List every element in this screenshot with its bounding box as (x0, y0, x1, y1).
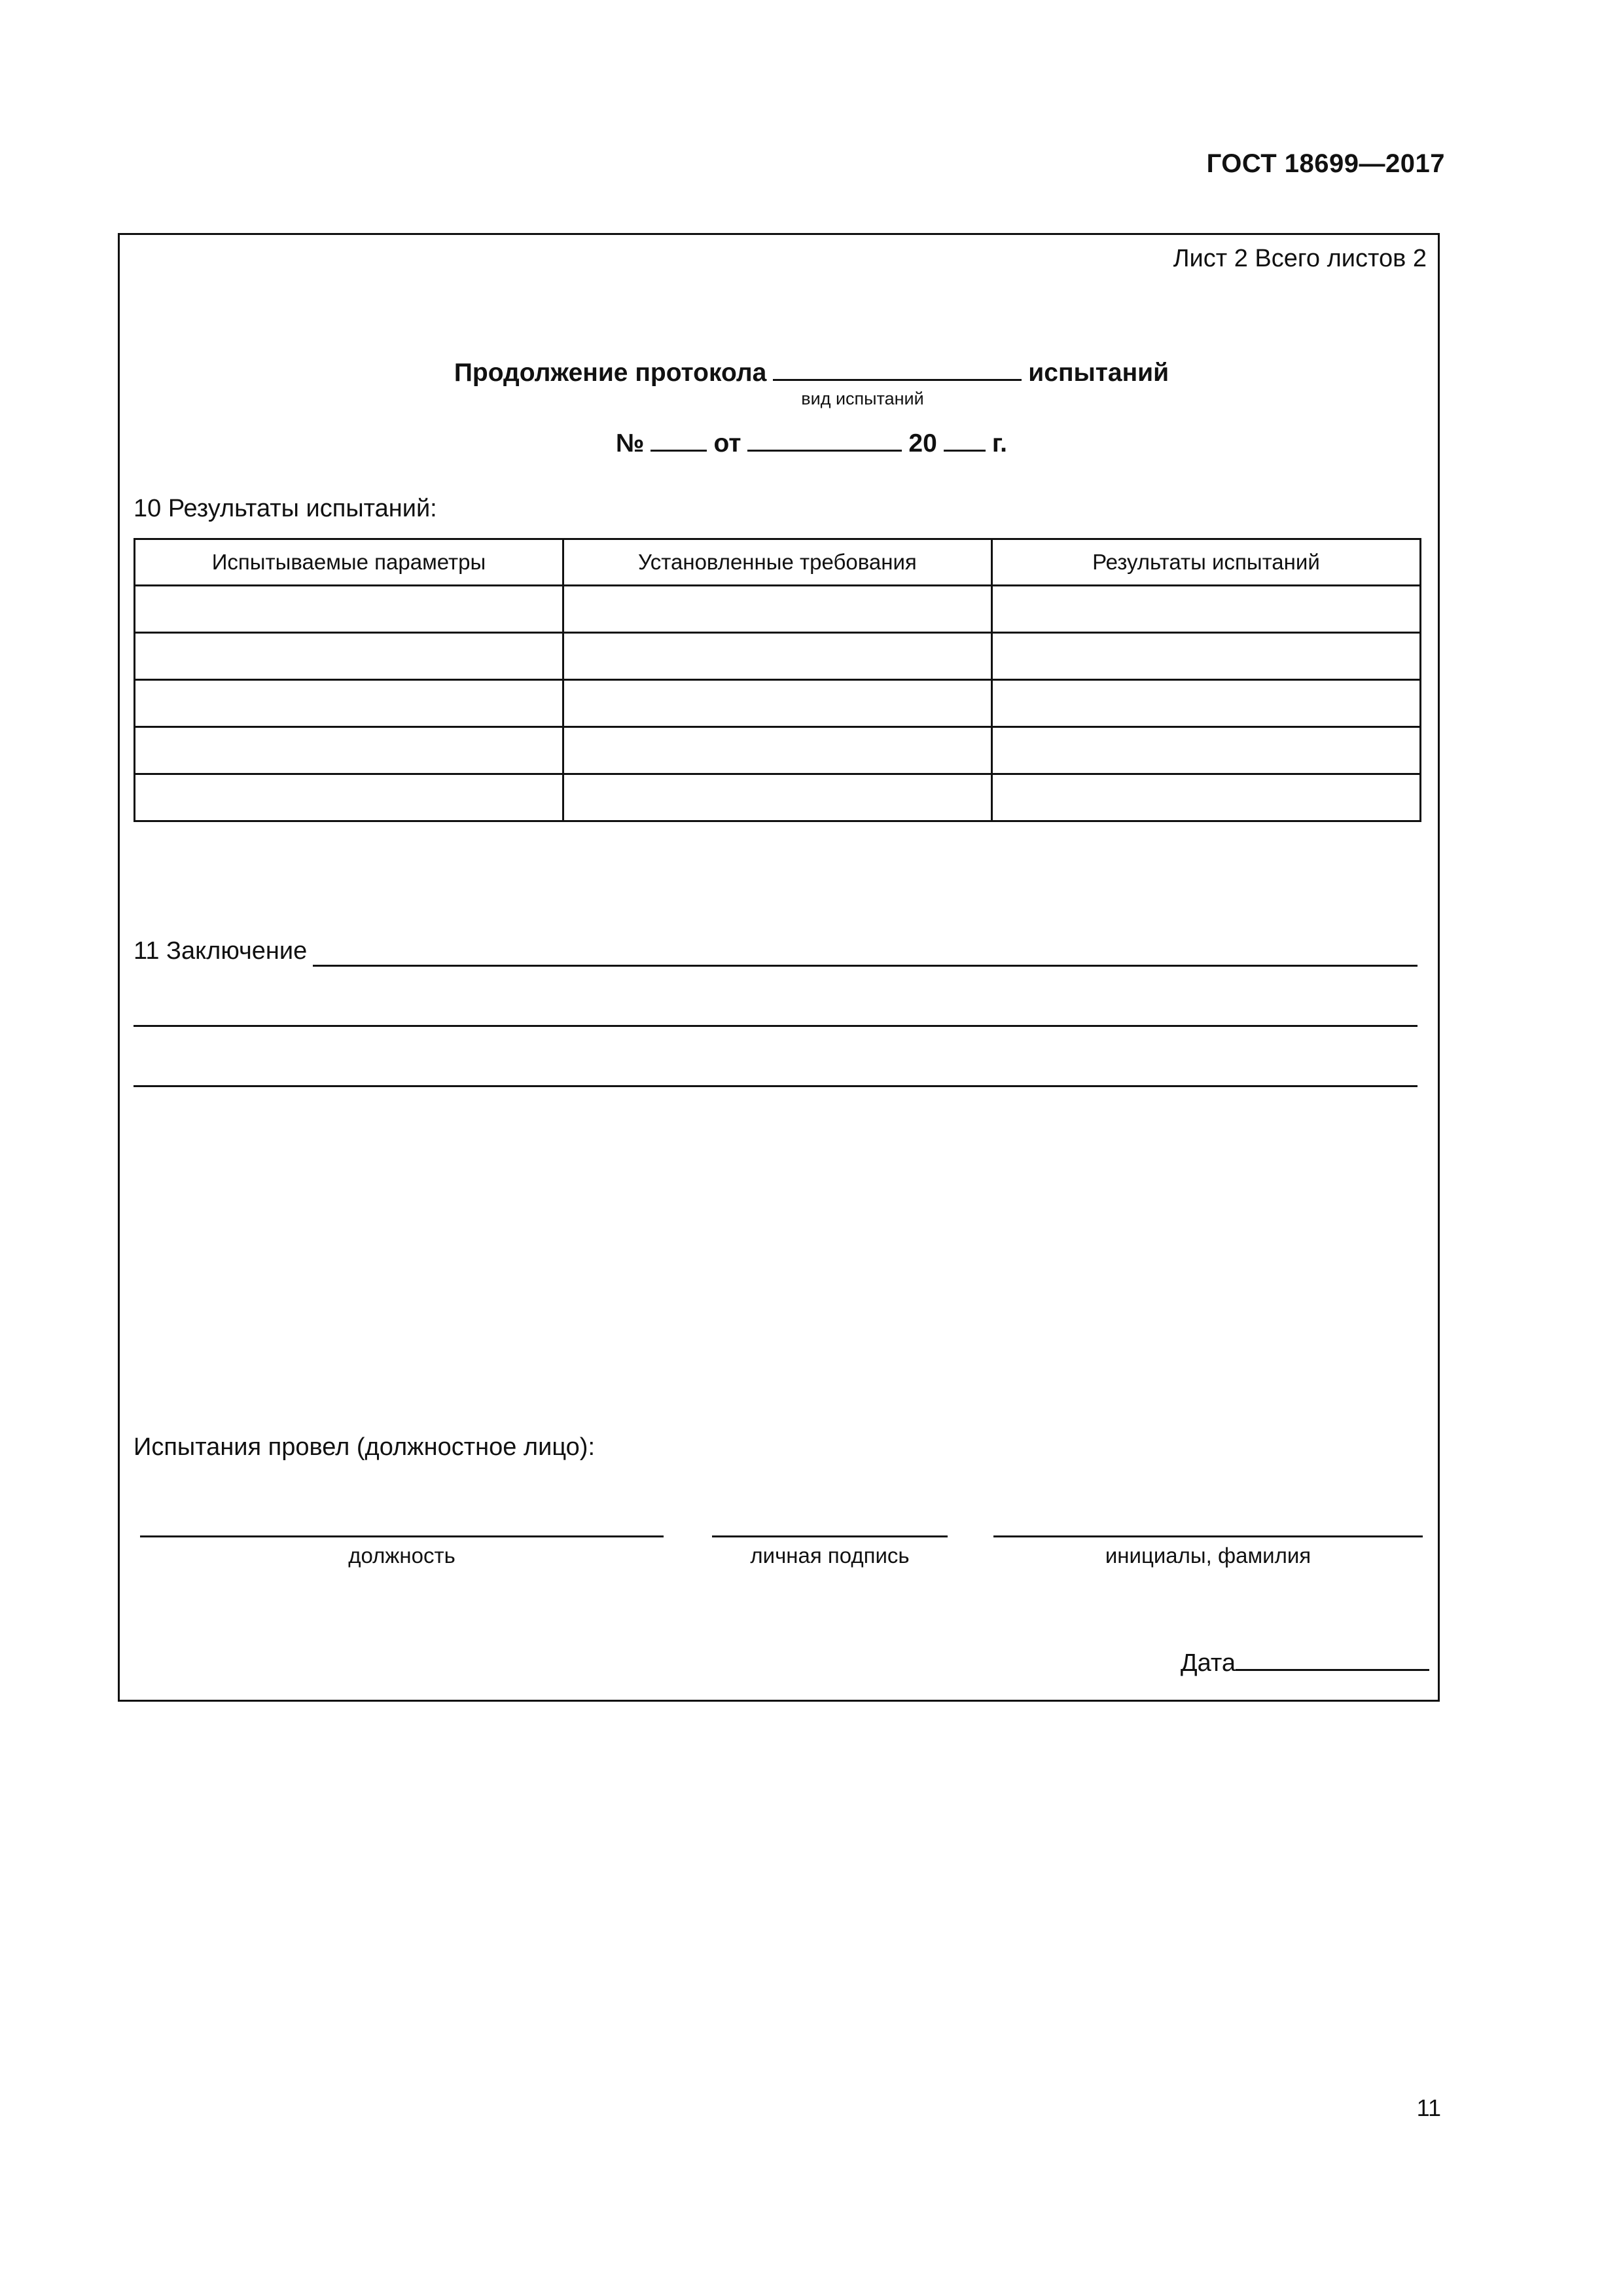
date-field (1181, 1644, 1429, 1677)
number-label: № (615, 429, 645, 457)
conclusion-line-3[interactable] (134, 1085, 1418, 1087)
year-prefix: 20 (908, 429, 937, 457)
position-field[interactable] (140, 1535, 664, 1537)
position-caption: должность (348, 1543, 455, 1568)
protocol-heading (0, 353, 1623, 387)
conclusion-line-2[interactable] (134, 1025, 1418, 1027)
signature-caption: личная подпись (750, 1543, 910, 1568)
table-row (135, 633, 1421, 680)
table-cell[interactable] (563, 680, 991, 727)
protocol-number-blank[interactable] (651, 424, 707, 452)
date-label: Дата (1180, 1649, 1236, 1677)
conclusion-line-1[interactable] (313, 965, 1418, 967)
column-header-results: Результаты испытаний (991, 539, 1420, 586)
page-number: 11 (1416, 2094, 1441, 2121)
table-cell[interactable] (135, 633, 563, 680)
section-11-title: 11 Заключение (134, 937, 308, 965)
document-code: ГОСТ 18699—2017 (1206, 149, 1445, 178)
table-cell[interactable] (563, 774, 991, 821)
name-caption: инициалы, фамилия (1105, 1543, 1311, 1568)
protocol-year-blank[interactable] (944, 424, 986, 452)
table-cell[interactable] (563, 727, 991, 774)
table-row (135, 586, 1421, 633)
results-table-header (135, 539, 1421, 586)
test-type-blank[interactable] (773, 353, 1022, 381)
column-header-requirements: Установленные требования (563, 539, 991, 586)
heading-suffix: испытаний (1028, 359, 1169, 387)
section-10-title: 10 Результаты испытаний: (134, 495, 437, 522)
table-cell[interactable] (563, 633, 991, 680)
year-suffix: г. (991, 429, 1007, 457)
table-cell[interactable] (991, 680, 1420, 727)
table-cell[interactable] (563, 586, 991, 633)
protocol-number-line (0, 424, 1623, 458)
table-row (135, 727, 1421, 774)
table-row (135, 774, 1421, 821)
results-table (134, 538, 1421, 822)
table-cell[interactable] (991, 633, 1420, 680)
table-cell[interactable] (991, 727, 1420, 774)
date-blank[interactable] (1236, 1644, 1429, 1671)
protocol-date-blank[interactable] (747, 424, 902, 452)
tester-label: Испытания провел (должностное лицо): (134, 1433, 596, 1461)
name-field[interactable] (993, 1535, 1423, 1537)
test-type-caption: вид испытаний (801, 389, 924, 408)
sheet-info: Лист 2 Всего листов 2 (1173, 245, 1427, 272)
signature-field[interactable] (712, 1535, 948, 1537)
from-label: от (713, 429, 741, 457)
table-row (135, 680, 1421, 727)
table-cell[interactable] (135, 680, 563, 727)
table-cell[interactable] (135, 586, 563, 633)
table-cell[interactable] (135, 727, 563, 774)
heading-prefix: Продолжение протокола (454, 359, 767, 387)
table-cell[interactable] (991, 586, 1420, 633)
column-header-parameters: Испытываемые параметры (135, 539, 563, 586)
table-cell[interactable] (991, 774, 1420, 821)
table-cell[interactable] (135, 774, 563, 821)
